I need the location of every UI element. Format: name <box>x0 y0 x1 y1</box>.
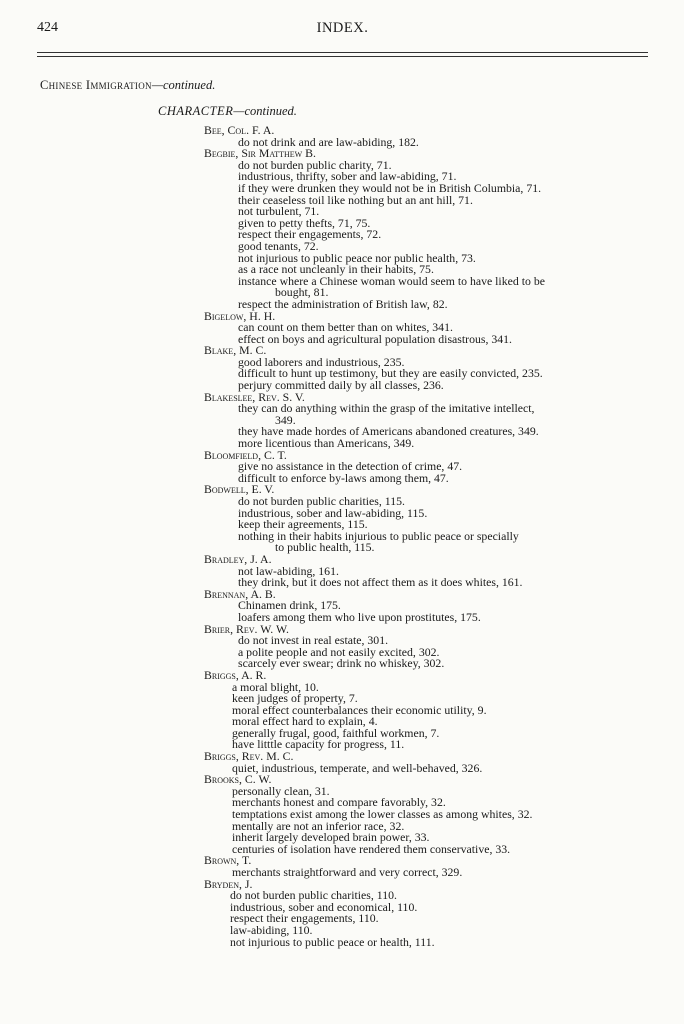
entry-item: respect their engagements, 72. <box>238 227 382 242</box>
entry-item: mentally are not an inferior race, 32. <box>232 818 405 833</box>
section-continued: —continued. <box>151 78 216 92</box>
entry-item: loafers among them who live upon prostitutes, 175. <box>238 609 481 624</box>
entry-item: good laborers and industrious, 235. <box>238 354 405 369</box>
entry-name: Blakeslee, Rev. S. V. <box>204 389 305 404</box>
entry-item: not injurious to public peace nor public health, 73. <box>238 250 476 265</box>
entry-item: they can do anything within the grasp of the imitative intellect, <box>238 401 535 416</box>
entry-name: Brier, Rev. W. W. <box>204 621 289 636</box>
entry-item: keep their agreements, 115. <box>238 517 368 532</box>
entry-item: give no assistance in the detection of crime, 47. <box>238 459 463 474</box>
entry-name: Bradley, J. A. <box>204 551 272 566</box>
entry-name: Brown, T. <box>204 853 252 868</box>
entry-item: their ceaseless toil like nothing but an ant hill, 71. <box>238 192 473 207</box>
entry-item: they drink, but it does not affect them as it does whites, 161. <box>238 575 523 590</box>
subsection-title: CHARACTER <box>158 104 234 118</box>
page-title: INDEX. <box>316 20 369 36</box>
subsection-continued: —continued. <box>233 104 297 118</box>
entry-item: merchants straightforward and very correct, 329. <box>232 865 463 879</box>
entry-item: perjury committed daily by all classes, 236. <box>238 378 444 393</box>
page-number: 424 <box>37 20 58 35</box>
entry-name: Bodwell, E. V. <box>204 482 275 497</box>
entry-item: if they were drunken they would not be in British Columbia, 71. <box>238 180 542 195</box>
entry-item: law-abiding, 110. <box>230 922 313 937</box>
entry-item: moral effect hard to explain, 4. <box>232 714 378 729</box>
entry-name: Brooks, C. W. <box>204 772 272 787</box>
entry-item: personally clean, 31. <box>232 783 330 798</box>
entry-item: do not invest in real estate, 301. <box>238 633 389 648</box>
entry-item: difficult to hunt up testimony, but they are easily convicted, 235. <box>238 366 543 381</box>
entry-item: centuries of isolation have rendered them conservative, 33. <box>232 841 511 856</box>
entry-name: Blake, M. C. <box>204 343 267 358</box>
entry-name: Bloomfield, C. T. <box>204 447 287 462</box>
entry-item: do not burden public charities, 115. <box>238 494 405 508</box>
entry-item: a moral blight, 10. <box>232 679 319 694</box>
entry-item: industrious, sober and law-abiding, 115. <box>238 505 428 520</box>
entry-item: have litttle capacity for progress, 11. <box>232 737 405 752</box>
subsection-heading <box>158 104 297 119</box>
entry-item: generally frugal, good, faithful workmen, 7. <box>232 725 440 740</box>
entry-item: scarcely ever swear; drink no whiskey, 302. <box>238 656 445 671</box>
entry-item: a polite people and not easily excited, 302. <box>238 644 440 659</box>
entry-item-continuation: 349. <box>275 412 296 427</box>
entry-item: industrious, thrifty, sober and law-abiding, 71. <box>238 169 457 184</box>
entry-item: respect the administration of British law, 82. <box>238 296 448 311</box>
entry-item: do not burden public charities, 110. <box>230 888 397 903</box>
entry-item: moral effect counterbalances their economic utility, 9. <box>232 702 487 717</box>
entry-item: nothing in their habits injurious to public peace or specially <box>238 528 519 543</box>
entry-name: Brennan, A. B. <box>204 586 276 601</box>
entry-item: inherit largely developed brain power, 33. <box>232 830 430 845</box>
entry-item: quiet, industrious, temperate, and well-behaved, 326. <box>232 760 483 775</box>
entry-name: Bee, Col. F. A. <box>204 123 275 137</box>
entry-name: Briggs, A. R. <box>204 667 267 682</box>
entry-item-continuation: to public health, 115. <box>275 540 375 555</box>
entry-item-continuation: bought, 81. <box>275 285 329 300</box>
entry-item: instance where a Chinese woman would seem to have liked to be <box>238 273 545 288</box>
section-heading <box>40 78 215 93</box>
header-rule-top <box>37 52 648 53</box>
entry-item: they have made hordes of Americans abandoned creatures, 349. <box>238 424 539 439</box>
entry-item: given to petty thefts, 71, 75. <box>238 215 371 230</box>
entry-name: Begbie, Sir Matthew B. <box>204 146 316 161</box>
entry-name: Bryden, J. <box>204 876 253 891</box>
entry-item: Chinamen drink, 175. <box>238 598 341 613</box>
entry-item: not law-abiding, 161. <box>238 563 339 578</box>
entry-item: merchants honest and compare favorably, 32. <box>232 795 446 810</box>
index-entries <box>204 125 648 948</box>
entry-item: do not burden public charity, 71. <box>238 157 392 172</box>
header-rule-bottom <box>37 56 648 57</box>
entry-item: keen judges of property, 7. <box>232 691 358 706</box>
entry-item: good tenants, 72. <box>238 238 319 253</box>
entry-item: as a race not uncleanly in their habits, 75. <box>238 262 434 277</box>
entry-item: not injurious to public peace or health, 111. <box>230 934 435 949</box>
entry-item: can count on them better than on whites, 341. <box>238 320 453 335</box>
section-title: Chinese Immigration <box>40 78 152 92</box>
page-header <box>37 20 648 42</box>
entry-item: temptations exist among the lower classes as among whites, 32. <box>232 807 533 822</box>
entry-item: difficult to enforce by-laws among them, 47. <box>238 470 449 485</box>
entry-item: effect on boys and agricultural population disastrous, 341. <box>238 331 513 346</box>
entry-item: do not drink and are law-abiding, 182. <box>238 134 419 149</box>
entry-name: Bigelow, H. H. <box>204 308 276 323</box>
entry-item: more licentious than Americans, 349. <box>238 436 415 451</box>
entry-item: not turbulent, 71. <box>238 204 320 219</box>
entry-item: respect their engagements, 110. <box>230 911 379 926</box>
entry-item: industrious, sober and economical, 110. <box>230 899 418 914</box>
entry-name: Briggs, Rev. M. C. <box>204 749 294 764</box>
